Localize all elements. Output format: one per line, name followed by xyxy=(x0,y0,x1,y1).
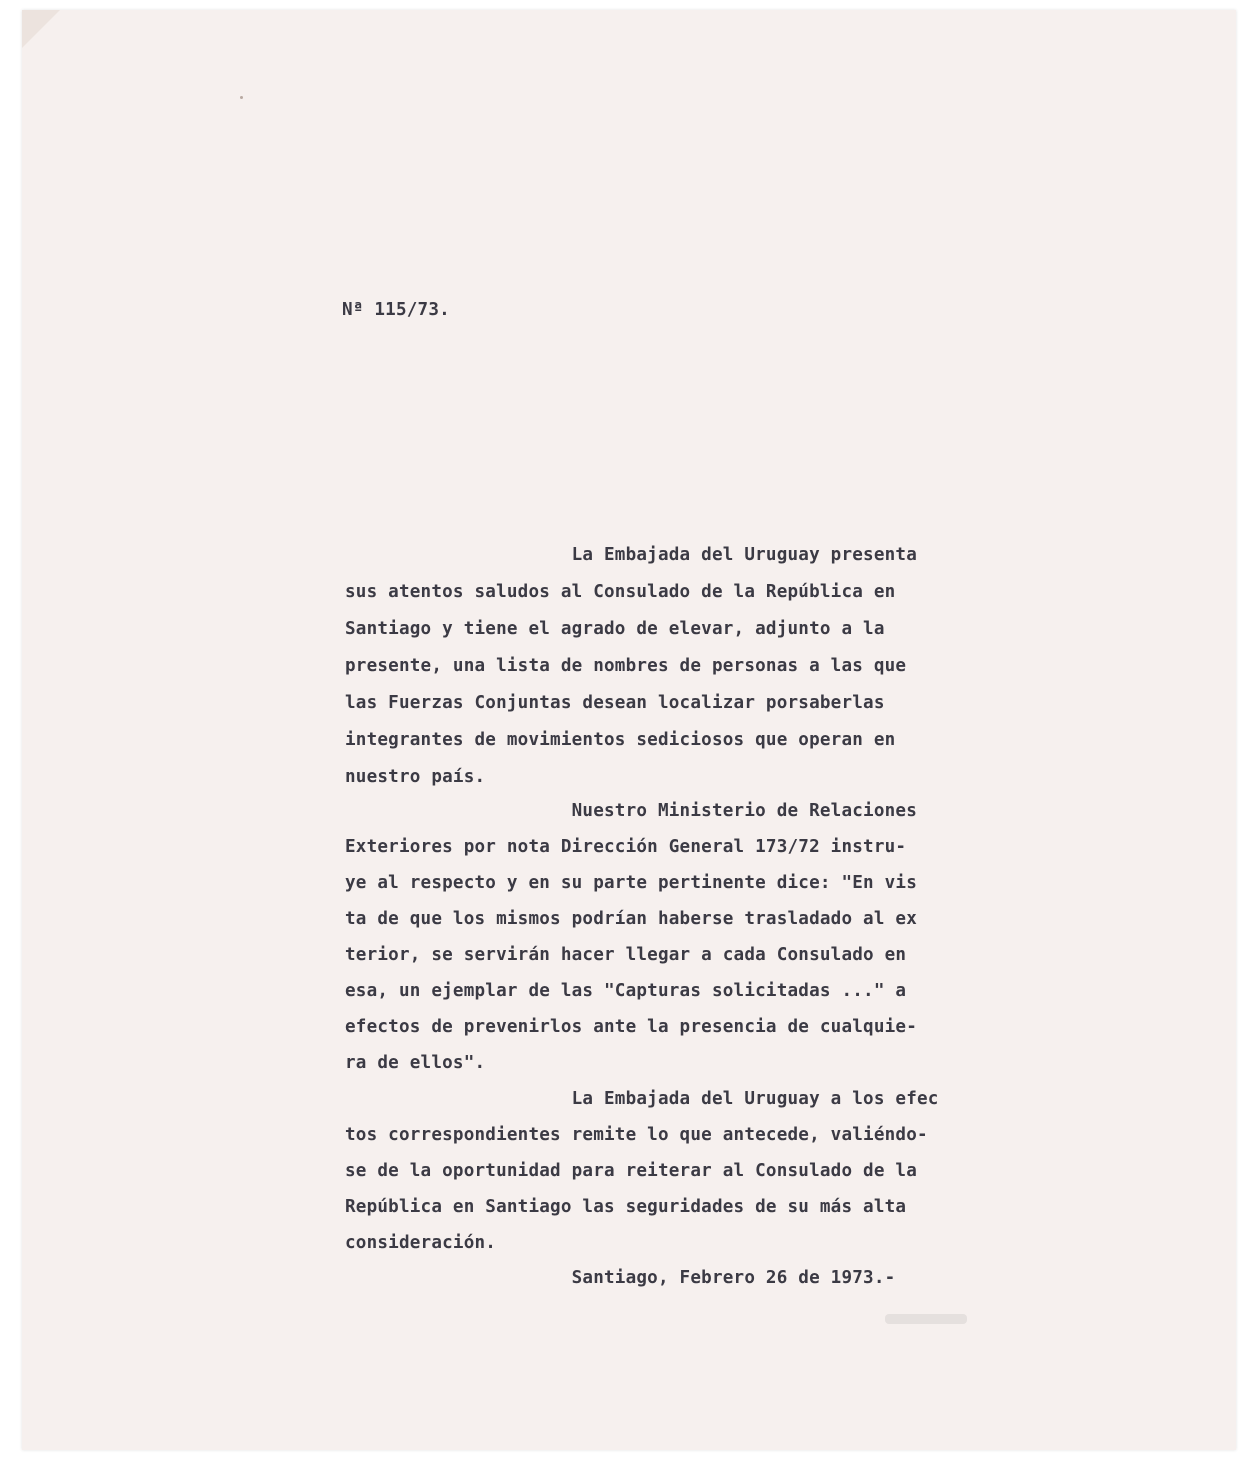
body-line: Exteriores por nota Dirección General 173/72 instru- xyxy=(345,837,907,857)
body-line: esa, un ejemplar de las "Capturas solicitadas ..." a xyxy=(345,981,907,1001)
body-line: integrantes de movimientos sediciosos que operan en xyxy=(345,730,896,750)
document-number: Nª 115/73. xyxy=(342,300,450,320)
body-line: La Embajada del Uruguay presenta xyxy=(345,545,917,565)
body-line: ra de ellos". xyxy=(345,1053,486,1073)
body-line: tos correspondientes remite lo que antecede, valiéndo- xyxy=(345,1125,928,1145)
body-line: Santiago y tiene el agrado de elevar, adjunto a la xyxy=(345,619,885,639)
faded-mark xyxy=(885,1314,967,1324)
body-line: consideración. xyxy=(345,1233,497,1253)
date-line: Santiago, Febrero 26 de 1973.- xyxy=(345,1268,896,1288)
page-corner-fold xyxy=(22,10,60,48)
body-line: nuestro país. xyxy=(345,767,486,787)
body-line: ta de que los mismos podrían haberse trasladado al ex xyxy=(345,909,917,929)
body-line: República en Santiago las seguridades de su más alta xyxy=(345,1197,907,1217)
body-line: sus atentos saludos al Consulado de la República en xyxy=(345,582,896,602)
body-line: La Embajada del Uruguay a los efec xyxy=(345,1089,939,1109)
body-line: Nuestro Ministerio de Relaciones xyxy=(345,801,917,821)
body-line: las Fuerzas Conjuntas desean localizar porsaberlas xyxy=(345,693,885,713)
paper-speck xyxy=(240,96,243,99)
body-line: se de la oportunidad para reiterar al Consulado de la xyxy=(345,1161,917,1181)
body-line: ye al respecto y en su parte pertinente dice: "En vis xyxy=(345,873,917,893)
body-line: presente, una lista de nombres de personas a las que xyxy=(345,656,907,676)
body-line: terior, se servirán hacer llegar a cada Consulado en xyxy=(345,945,907,965)
body-line: efectos de prevenirlos ante la presencia de cualquie- xyxy=(345,1017,917,1037)
